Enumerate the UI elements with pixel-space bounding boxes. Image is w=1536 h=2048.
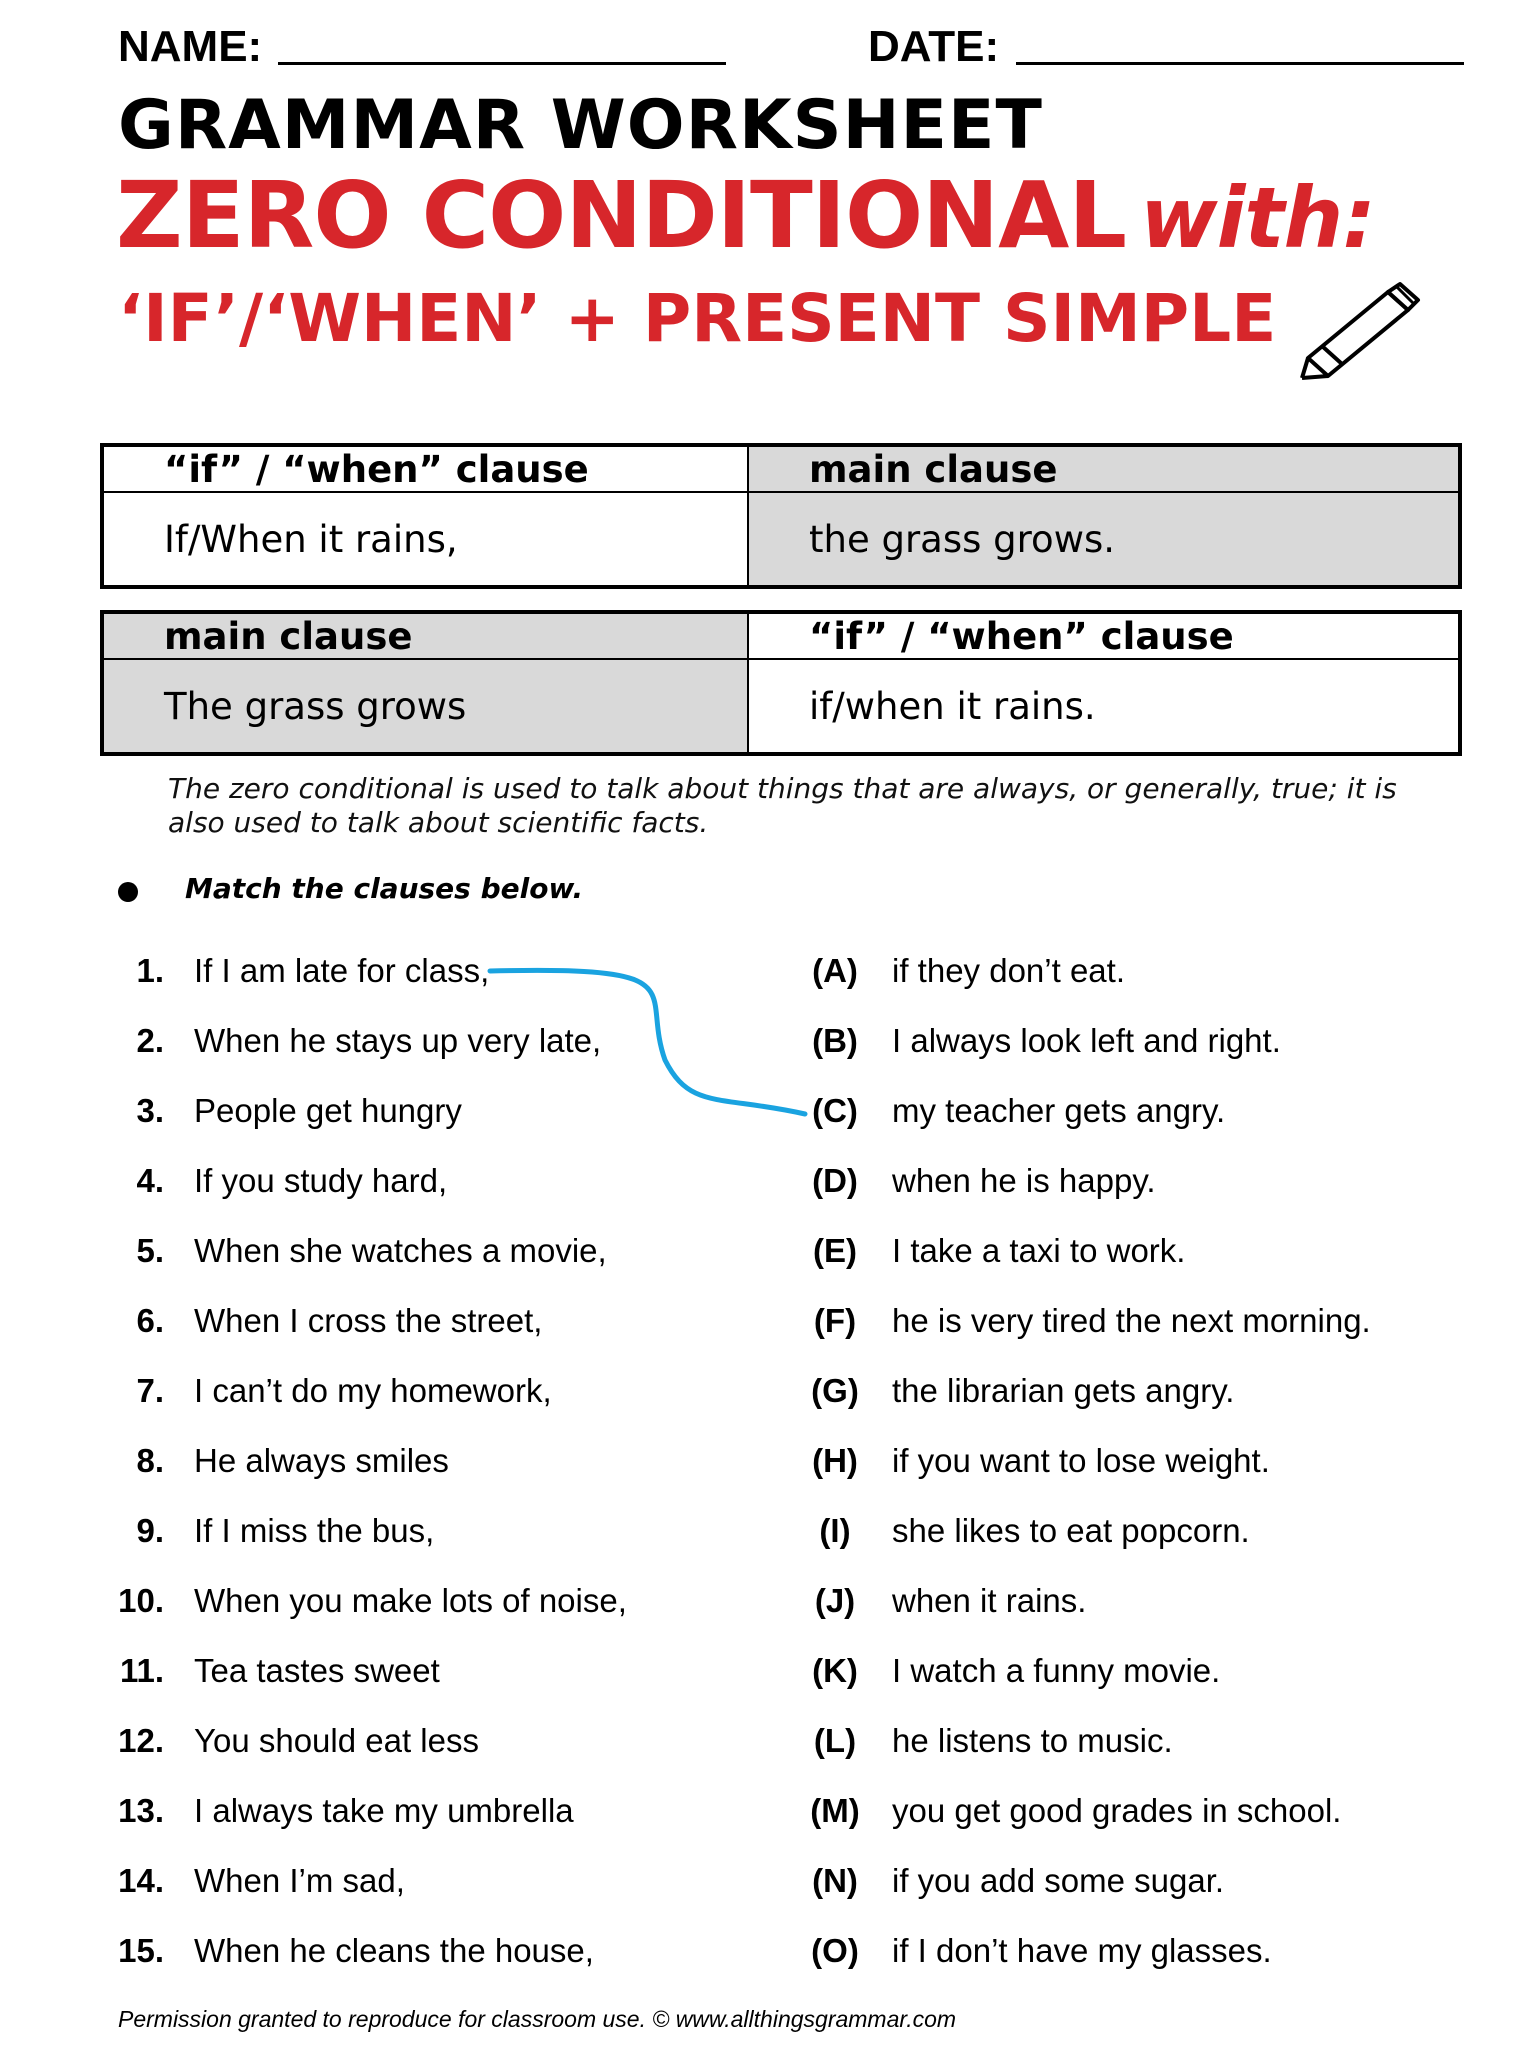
left-clause-item[interactable] [104,1156,804,1206]
bullet-icon [118,882,138,902]
main-title-text: ZERO CONDITIONAL [116,162,1126,269]
instruction: Match the clauses below. [185,872,584,905]
item-letter: (H) [812,1442,858,1479]
date-field[interactable] [1016,62,1464,65]
right-clause-item[interactable] [785,1016,1505,1066]
clause-text: When he cleans the house, [194,1932,594,1969]
clause-text: I always look left and right. [892,1022,1281,1059]
clause-text: If you study hard, [194,1162,448,1199]
main-title-suffix: with: [1139,169,1375,267]
item-letter: (B) [812,1022,858,1059]
name-label: NAME: [118,22,263,71]
item-number: 15. [118,1932,164,1969]
table1-header-main-clause: main clause [749,447,1458,493]
left-clause-item[interactable] [104,1576,804,1626]
item-number: 3. [136,1092,164,1129]
left-clause-item[interactable] [104,1856,804,1906]
item-letter: (C) [812,1092,858,1129]
table1-cell-if-clause: If/When it rains, [104,493,749,585]
left-clause-item[interactable] [104,1786,804,1836]
sub-title: ‘IF’/‘WHEN’ + PRESENT SIMPLE [118,280,1277,357]
clause-text: I take a taxi to work. [892,1232,1186,1269]
item-number: 2. [136,1022,164,1059]
left-clause-item[interactable] [104,1226,804,1276]
right-clause-item[interactable] [785,1856,1505,1906]
item-number: 10. [118,1582,164,1619]
item-letter: (E) [813,1232,857,1269]
example-table-main-first [100,610,1462,756]
item-letter: (K) [812,1652,858,1689]
table2-header-main-clause: main clause [104,614,749,660]
pencil-icon [1300,280,1424,380]
right-clause-item[interactable] [785,1156,1505,1206]
explanation-note: The zero conditional is used to talk about things that are always, or generally, true; it is also used to talk about scientific facts. [168,772,1397,839]
right-clause-item[interactable] [785,946,1505,996]
right-clause-item[interactable] [785,1296,1505,1346]
right-clause-item[interactable] [785,1786,1505,1836]
item-letter: (G) [811,1372,859,1409]
right-clause-item[interactable] [785,1926,1505,1976]
clause-text: when he is happy. [892,1162,1156,1199]
clause-text: you get good grades in school. [892,1792,1342,1829]
clause-text: I always take my umbrella [194,1792,574,1829]
item-number: 12. [118,1722,164,1759]
clause-text: If I am late for class, [194,952,490,989]
item-letter: (L) [813,1722,857,1759]
item-number: 8. [136,1442,164,1479]
table1-header-if-clause: “if” / “when” clause [104,447,749,493]
right-clause-item[interactable] [785,1436,1505,1486]
clause-text: the librarian gets angry. [892,1372,1235,1409]
left-clause-item[interactable] [104,1436,804,1486]
clause-text: if you add some sugar. [892,1862,1225,1899]
left-clause-item[interactable] [104,1506,804,1556]
right-clause-item[interactable] [785,1366,1505,1416]
clause-text: People get hungry [194,1092,462,1129]
table2-cell-main-clause: The grass grows [104,660,749,752]
item-letter: (M) [810,1792,860,1829]
clause-text: You should eat less [194,1722,479,1759]
table2-cell-if-clause: if/when it rains. [809,684,1096,728]
clause-text: she likes to eat popcorn. [892,1512,1250,1549]
clause-text: Tea tastes sweet [194,1652,440,1689]
item-number: 5. [136,1232,164,1269]
item-letter: (D) [812,1162,858,1199]
left-clause-item[interactable] [104,1016,804,1066]
clause-text: he is very tired the next morning. [892,1302,1371,1339]
example-table-if-first [100,443,1462,589]
item-letter: (F) [813,1302,857,1339]
item-number: 9. [136,1512,164,1549]
item-letter: (O) [811,1932,859,1969]
right-clause-item[interactable] [785,1506,1505,1556]
item-number: 11. [119,1652,164,1689]
clause-text: if you want to lose weight. [892,1442,1270,1479]
date-label: DATE: [868,22,1000,71]
clause-text: if they don’t eat. [892,952,1125,989]
right-clause-item[interactable] [785,1226,1505,1276]
item-number: 14. [118,1862,164,1899]
table2-header-if-clause: “if” / “when” clause [749,614,1458,660]
clause-text: When he stays up very late, [194,1022,602,1059]
clause-text: I watch a funny movie. [892,1652,1221,1689]
right-clause-item[interactable] [785,1576,1505,1626]
clause-text: When I cross the street, [194,1302,543,1339]
clause-text: If I miss the bus, [194,1512,435,1549]
clause-text: When you make lots of noise, [194,1582,627,1619]
main-title [116,162,1375,269]
left-clause-item[interactable] [104,1366,804,1416]
clause-text: he listens to music. [892,1722,1173,1759]
clause-text: my teacher gets angry. [892,1092,1226,1129]
left-clause-item[interactable] [104,946,804,996]
item-letter: (A) [812,952,858,989]
clause-text: When I’m sad, [194,1862,405,1899]
left-clause-item[interactable] [104,1086,804,1136]
clause-text: He always smiles [194,1442,449,1479]
left-clause-item[interactable] [104,1926,804,1976]
item-number: 13. [118,1792,164,1829]
clause-text: When she watches a movie, [194,1232,607,1269]
left-clause-item[interactable] [104,1296,804,1346]
footer-credit: Permission granted to reproduce for classroom use. © www.allthingsgrammar.com [118,2006,957,2032]
item-letter: (I) [819,1512,851,1549]
item-number: 7. [136,1372,164,1409]
table1-cell-main-clause: the grass grows. [749,493,1458,585]
left-clause-item[interactable] [104,1646,804,1696]
item-letter: (N) [812,1862,858,1899]
right-clause-item[interactable] [785,1646,1505,1696]
left-clause-item[interactable] [104,1716,804,1766]
worksheet-title: GRAMMAR WORKSHEET [118,86,1043,165]
clause-text: if I don’t have my glasses. [892,1932,1272,1969]
item-number: 4. [136,1162,164,1199]
clause-text: I can’t do my homework, [194,1372,552,1409]
item-number: 6. [136,1302,164,1339]
right-clause-item[interactable] [785,1716,1505,1766]
right-clause-item[interactable] [785,1086,1505,1136]
item-letter: (J) [814,1582,856,1619]
item-number: 1. [136,952,164,989]
name-field[interactable] [278,62,726,65]
clause-text: when it rains. [892,1582,1087,1619]
